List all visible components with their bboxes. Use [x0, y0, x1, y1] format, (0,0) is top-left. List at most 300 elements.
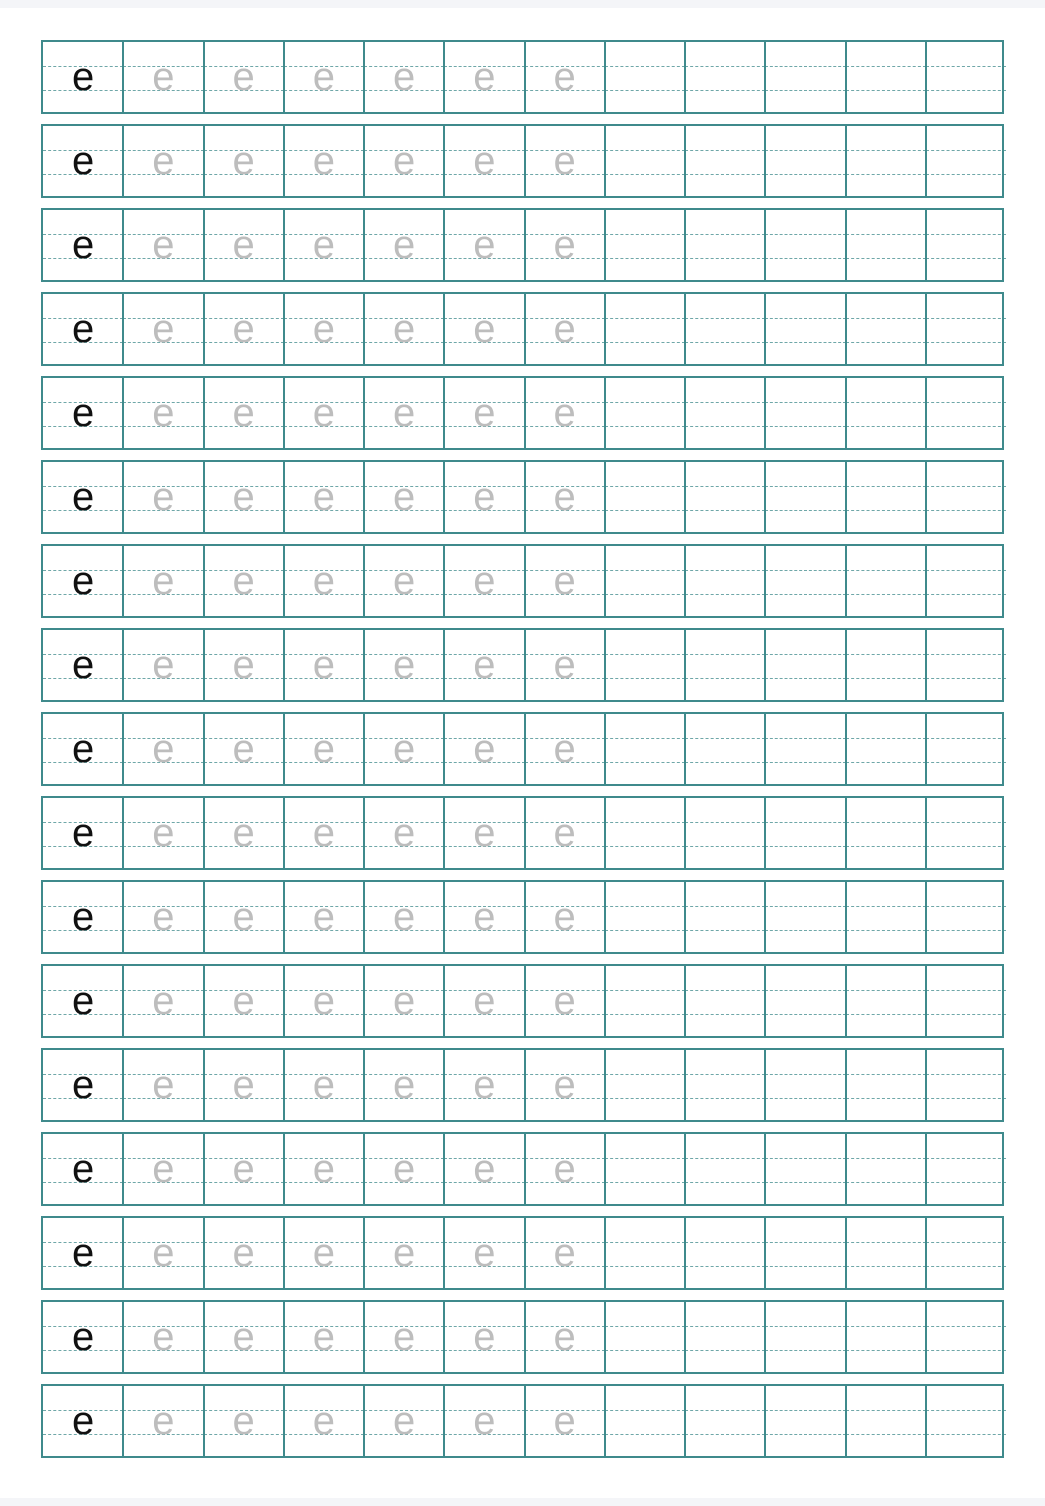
- dashed-guide-line: [765, 678, 845, 679]
- trace-cell: [123, 1218, 203, 1288]
- blank-cell[interactable]: [685, 966, 765, 1036]
- blank-cell[interactable]: [926, 714, 1006, 784]
- dashed-guide-line: [765, 402, 845, 403]
- dashed-guide-line: [685, 426, 765, 427]
- model-letter: e: [72, 559, 95, 603]
- trace-letter: e: [232, 475, 255, 519]
- trace-letter: e: [473, 223, 496, 267]
- model-cell: [43, 546, 123, 616]
- dashed-guide-line: [685, 1098, 765, 1099]
- model-cell: [43, 1134, 123, 1204]
- blank-cell[interactable]: [685, 1386, 765, 1456]
- trace-cell: [525, 1050, 605, 1120]
- trace-cell: [204, 42, 284, 112]
- trace-cell: [444, 1218, 524, 1288]
- trace-letter: e: [473, 811, 496, 855]
- trace-cell: [284, 1302, 364, 1372]
- trace-cell: [284, 378, 364, 448]
- trace-cell: [284, 966, 364, 1036]
- row-bottom-rule: [41, 448, 1004, 450]
- trace-letter: e: [232, 811, 255, 855]
- blank-cell[interactable]: [846, 1050, 926, 1120]
- trace-letter: e: [232, 1399, 255, 1443]
- dashed-guide-line: [685, 66, 765, 67]
- trace-letter: e: [232, 1063, 255, 1107]
- dashed-guide-line: [765, 1098, 845, 1099]
- blank-cell[interactable]: [605, 210, 685, 280]
- dashed-guide-line: [765, 1074, 845, 1075]
- dashed-guide-line: [685, 90, 765, 91]
- blank-cell[interactable]: [605, 546, 685, 616]
- practice-row: [41, 798, 1004, 868]
- trace-cell: [525, 630, 605, 700]
- trace-cell: [364, 546, 444, 616]
- dashed-guide-line: [926, 318, 1006, 319]
- blank-cell[interactable]: [685, 714, 765, 784]
- blank-cell[interactable]: [765, 294, 845, 364]
- dashed-guide-line: [926, 90, 1006, 91]
- blank-cell[interactable]: [685, 546, 765, 616]
- blank-cell[interactable]: [926, 462, 1006, 532]
- dashed-guide-line: [685, 906, 765, 907]
- dashed-guide-line: [685, 486, 765, 487]
- trace-letter: e: [232, 727, 255, 771]
- trace-letter: e: [312, 559, 335, 603]
- blank-cell[interactable]: [685, 42, 765, 112]
- trace-cell: [525, 210, 605, 280]
- trace-letter: e: [152, 1231, 175, 1275]
- trace-cell: [204, 966, 284, 1036]
- model-cell: [43, 294, 123, 364]
- dashed-guide-line: [846, 1182, 926, 1183]
- dashed-guide-line: [605, 402, 685, 403]
- practice-row: [41, 1134, 1004, 1204]
- blank-cell[interactable]: [926, 378, 1006, 448]
- dashed-guide-line: [685, 1434, 765, 1435]
- trace-cell: [284, 1218, 364, 1288]
- row-bottom-rule: [41, 364, 1004, 366]
- trace-cell: [444, 630, 524, 700]
- model-cell: [43, 378, 123, 448]
- blank-cell[interactable]: [605, 378, 685, 448]
- trace-cell: [204, 1302, 284, 1372]
- blank-cell[interactable]: [605, 714, 685, 784]
- trace-cell: [284, 714, 364, 784]
- trace-cell: [123, 966, 203, 1036]
- dashed-guide-line: [605, 678, 685, 679]
- blank-cell[interactable]: [605, 798, 685, 868]
- trace-cell: [444, 1302, 524, 1372]
- blank-cell[interactable]: [605, 1386, 685, 1456]
- trace-letter: e: [553, 1147, 576, 1191]
- dashed-guide-line: [926, 1074, 1006, 1075]
- trace-letter: e: [393, 1147, 416, 1191]
- trace-cell: [123, 126, 203, 196]
- blank-cell[interactable]: [605, 1134, 685, 1204]
- model-cell: [43, 42, 123, 112]
- blank-cell[interactable]: [846, 42, 926, 112]
- dashed-guide-line: [926, 1434, 1006, 1435]
- blank-cell[interactable]: [685, 294, 765, 364]
- trace-letter: e: [473, 1231, 496, 1275]
- blank-cell[interactable]: [765, 714, 845, 784]
- blank-cell[interactable]: [685, 630, 765, 700]
- dashed-guide-line: [926, 402, 1006, 403]
- blank-cell[interactable]: [846, 210, 926, 280]
- trace-cell: [364, 42, 444, 112]
- trace-letter: e: [152, 1063, 175, 1107]
- trace-letter: e: [553, 559, 576, 603]
- blank-cell[interactable]: [605, 294, 685, 364]
- blank-cell[interactable]: [685, 378, 765, 448]
- blank-cell[interactable]: [685, 126, 765, 196]
- trace-cell: [364, 1134, 444, 1204]
- dashed-guide-line: [765, 990, 845, 991]
- trace-letter: e: [152, 895, 175, 939]
- blank-cell[interactable]: [846, 1302, 926, 1372]
- blank-cell[interactable]: [846, 966, 926, 1036]
- dashed-guide-line: [605, 1098, 685, 1099]
- dashed-guide-line: [605, 1410, 685, 1411]
- blank-cell[interactable]: [765, 1218, 845, 1288]
- model-cell: [43, 630, 123, 700]
- trace-letter: e: [312, 811, 335, 855]
- trace-letter: e: [393, 1231, 416, 1275]
- blank-cell[interactable]: [685, 1050, 765, 1120]
- trace-letter: e: [393, 55, 416, 99]
- dashed-guide-line: [926, 1350, 1006, 1351]
- blank-cell[interactable]: [605, 966, 685, 1036]
- trace-letter: e: [152, 307, 175, 351]
- trace-cell: [364, 714, 444, 784]
- dashed-guide-line: [605, 1242, 685, 1243]
- trace-cell: [444, 126, 524, 196]
- trace-cell: [364, 126, 444, 196]
- dashed-guide-line: [846, 150, 926, 151]
- blank-cell[interactable]: [926, 210, 1006, 280]
- blank-cell[interactable]: [846, 714, 926, 784]
- blank-cell[interactable]: [926, 294, 1006, 364]
- dashed-guide-line: [846, 318, 926, 319]
- dashed-guide-line: [685, 1014, 765, 1015]
- trace-letter: e: [393, 559, 416, 603]
- trace-cell: [364, 1386, 444, 1456]
- blank-cell[interactable]: [846, 798, 926, 868]
- blank-cell[interactable]: [765, 1386, 845, 1456]
- dashed-guide-line: [685, 1242, 765, 1243]
- dashed-guide-line: [846, 930, 926, 931]
- trace-cell: [204, 630, 284, 700]
- trace-letter: e: [553, 811, 576, 855]
- trace-cell: [444, 378, 524, 448]
- dashed-guide-line: [605, 570, 685, 571]
- trace-letter: e: [393, 391, 416, 435]
- dashed-guide-line: [846, 486, 926, 487]
- trace-letter: e: [232, 979, 255, 1023]
- trace-cell: [364, 630, 444, 700]
- trace-cell: [204, 462, 284, 532]
- blank-cell[interactable]: [926, 1218, 1006, 1288]
- model-letter: e: [72, 811, 95, 855]
- dashed-guide-line: [926, 1266, 1006, 1267]
- dashed-guide-line: [605, 1434, 685, 1435]
- trace-cell: [364, 1218, 444, 1288]
- dashed-guide-line: [926, 1326, 1006, 1327]
- blank-cell[interactable]: [605, 1302, 685, 1372]
- trace-letter: e: [553, 1315, 576, 1359]
- trace-cell: [525, 798, 605, 868]
- blank-cell[interactable]: [765, 42, 845, 112]
- dashed-guide-line: [765, 1242, 845, 1243]
- trace-letter: e: [473, 1063, 496, 1107]
- trace-cell: [123, 798, 203, 868]
- dashed-guide-line: [846, 1266, 926, 1267]
- row-bottom-rule: [41, 1288, 1004, 1290]
- trace-letter: e: [312, 223, 335, 267]
- practice-row: [41, 42, 1004, 112]
- dashed-guide-line: [605, 822, 685, 823]
- dashed-guide-line: [605, 174, 685, 175]
- trace-cell: [204, 378, 284, 448]
- blank-cell[interactable]: [926, 1386, 1006, 1456]
- dashed-guide-line: [765, 738, 845, 739]
- trace-letter: e: [393, 979, 416, 1023]
- blank-cell[interactable]: [685, 1218, 765, 1288]
- model-cell: [43, 798, 123, 868]
- dashed-guide-line: [685, 570, 765, 571]
- blank-cell[interactable]: [765, 1050, 845, 1120]
- model-letter: e: [72, 895, 95, 939]
- blank-cell[interactable]: [846, 294, 926, 364]
- trace-letter: e: [553, 55, 576, 99]
- trace-cell: [123, 1050, 203, 1120]
- blank-cell[interactable]: [846, 1386, 926, 1456]
- blank-cell[interactable]: [765, 630, 845, 700]
- practice-row: [41, 1050, 1004, 1120]
- blank-cell[interactable]: [846, 546, 926, 616]
- blank-cell[interactable]: [846, 630, 926, 700]
- dashed-guide-line: [685, 1266, 765, 1267]
- blank-cell[interactable]: [926, 630, 1006, 700]
- dashed-guide-line: [685, 258, 765, 259]
- blank-cell[interactable]: [926, 966, 1006, 1036]
- dashed-guide-line: [926, 1098, 1006, 1099]
- dashed-guide-line: [605, 1182, 685, 1183]
- model-letter: e: [72, 223, 95, 267]
- dashed-guide-line: [605, 594, 685, 595]
- practice-row: [41, 546, 1004, 616]
- dashed-guide-line: [846, 174, 926, 175]
- row-bottom-rule: [41, 280, 1004, 282]
- dashed-guide-line: [685, 822, 765, 823]
- trace-letter: e: [312, 979, 335, 1023]
- trace-cell: [284, 1050, 364, 1120]
- blank-cell[interactable]: [685, 1134, 765, 1204]
- trace-cell: [123, 1134, 203, 1204]
- blank-cell[interactable]: [605, 1218, 685, 1288]
- blank-cell[interactable]: [926, 126, 1006, 196]
- dashed-guide-line: [685, 318, 765, 319]
- trace-letter: e: [553, 979, 576, 1023]
- blank-cell[interactable]: [685, 462, 765, 532]
- trace-cell: [204, 546, 284, 616]
- trace-cell: [525, 462, 605, 532]
- blank-cell[interactable]: [765, 1302, 845, 1372]
- dashed-guide-line: [846, 822, 926, 823]
- trace-letter: e: [393, 475, 416, 519]
- blank-cell[interactable]: [765, 126, 845, 196]
- dashed-guide-line: [685, 1074, 765, 1075]
- blank-cell[interactable]: [926, 1134, 1006, 1204]
- blank-cell[interactable]: [765, 210, 845, 280]
- trace-cell: [204, 1386, 284, 1456]
- trace-letter: e: [473, 643, 496, 687]
- practice-row: [41, 966, 1004, 1036]
- trace-letter: e: [473, 475, 496, 519]
- dashed-guide-line: [846, 570, 926, 571]
- dashed-guide-line: [926, 990, 1006, 991]
- dashed-guide-line: [685, 762, 765, 763]
- dashed-guide-line: [685, 234, 765, 235]
- blank-cell[interactable]: [605, 126, 685, 196]
- dashed-guide-line: [846, 1098, 926, 1099]
- trace-cell: [444, 462, 524, 532]
- blank-cell[interactable]: [765, 378, 845, 448]
- blank-cell[interactable]: [846, 462, 926, 532]
- trace-cell: [123, 882, 203, 952]
- trace-cell: [204, 1050, 284, 1120]
- blank-cell[interactable]: [605, 462, 685, 532]
- trace-letter: e: [312, 1399, 335, 1443]
- blank-cell[interactable]: [926, 1050, 1006, 1120]
- trace-cell: [525, 966, 605, 1036]
- dashed-guide-line: [765, 1182, 845, 1183]
- dashed-guide-line: [926, 762, 1006, 763]
- trace-cell: [364, 378, 444, 448]
- blank-cell[interactable]: [765, 546, 845, 616]
- dashed-guide-line: [605, 1158, 685, 1159]
- blank-cell[interactable]: [926, 42, 1006, 112]
- blank-cell[interactable]: [605, 1050, 685, 1120]
- model-cell: [43, 882, 123, 952]
- blank-cell[interactable]: [765, 462, 845, 532]
- trace-cell: [364, 210, 444, 280]
- model-letter: e: [72, 1147, 95, 1191]
- dashed-guide-line: [605, 90, 685, 91]
- trace-letter: e: [312, 643, 335, 687]
- dashed-guide-line: [846, 342, 926, 343]
- blank-cell[interactable]: [765, 966, 845, 1036]
- blank-cell[interactable]: [605, 882, 685, 952]
- dashed-guide-line: [685, 846, 765, 847]
- trace-letter: e: [152, 643, 175, 687]
- blank-cell[interactable]: [685, 1302, 765, 1372]
- dashed-guide-line: [765, 1158, 845, 1159]
- trace-letter: e: [553, 1231, 576, 1275]
- trace-cell: [364, 1050, 444, 1120]
- trace-letter: e: [393, 643, 416, 687]
- blank-cell[interactable]: [926, 1302, 1006, 1372]
- dashed-guide-line: [605, 1074, 685, 1075]
- model-letter: e: [72, 55, 95, 99]
- trace-cell: [364, 294, 444, 364]
- trace-letter: e: [232, 391, 255, 435]
- dashed-guide-line: [765, 570, 845, 571]
- model-letter: e: [72, 475, 95, 519]
- trace-cell: [364, 882, 444, 952]
- dashed-guide-line: [605, 426, 685, 427]
- blank-cell[interactable]: [765, 798, 845, 868]
- trace-cell: [284, 1386, 364, 1456]
- blank-cell[interactable]: [765, 1134, 845, 1204]
- trace-cell: [444, 1134, 524, 1204]
- blank-cell[interactable]: [605, 42, 685, 112]
- blank-cell[interactable]: [926, 798, 1006, 868]
- trace-cell: [123, 294, 203, 364]
- blank-cell[interactable]: [685, 882, 765, 952]
- blank-cell[interactable]: [926, 882, 1006, 952]
- row-bottom-rule: [41, 952, 1004, 954]
- blank-cell[interactable]: [846, 1134, 926, 1204]
- blank-cell[interactable]: [846, 882, 926, 952]
- trace-cell: [444, 546, 524, 616]
- dashed-guide-line: [926, 738, 1006, 739]
- dashed-guide-line: [765, 846, 845, 847]
- dashed-guide-line: [926, 678, 1006, 679]
- blank-cell[interactable]: [685, 210, 765, 280]
- dashed-guide-line: [765, 1266, 845, 1267]
- dashed-guide-line: [605, 234, 685, 235]
- trace-letter: e: [152, 475, 175, 519]
- trace-cell: [525, 1386, 605, 1456]
- trace-letter: e: [393, 1315, 416, 1359]
- trace-cell: [204, 1218, 284, 1288]
- trace-cell: [444, 798, 524, 868]
- practice-row: [41, 882, 1004, 952]
- blank-cell[interactable]: [846, 378, 926, 448]
- blank-cell[interactable]: [846, 1218, 926, 1288]
- blank-cell[interactable]: [765, 882, 845, 952]
- trace-letter: e: [312, 55, 335, 99]
- trace-letter: e: [473, 727, 496, 771]
- dashed-guide-line: [926, 66, 1006, 67]
- dashed-guide-line: [846, 1326, 926, 1327]
- dashed-guide-line: [765, 258, 845, 259]
- blank-cell[interactable]: [685, 798, 765, 868]
- dashed-guide-line: [605, 318, 685, 319]
- dashed-guide-line: [926, 426, 1006, 427]
- trace-letter: e: [553, 391, 576, 435]
- dashed-guide-line: [765, 318, 845, 319]
- dashed-guide-line: [846, 678, 926, 679]
- blank-cell[interactable]: [846, 126, 926, 196]
- model-cell: [43, 1386, 123, 1456]
- dashed-guide-line: [926, 1410, 1006, 1411]
- trace-letter: e: [393, 811, 416, 855]
- trace-letter: e: [152, 139, 175, 183]
- trace-cell: [525, 42, 605, 112]
- dashed-guide-line: [765, 234, 845, 235]
- blank-cell[interactable]: [926, 546, 1006, 616]
- dashed-guide-line: [926, 654, 1006, 655]
- trace-cell: [525, 1218, 605, 1288]
- dashed-guide-line: [765, 1410, 845, 1411]
- dashed-guide-line: [846, 258, 926, 259]
- model-cell: [43, 1302, 123, 1372]
- dashed-guide-line: [846, 1014, 926, 1015]
- blank-cell[interactable]: [605, 630, 685, 700]
- dashed-guide-line: [926, 510, 1006, 511]
